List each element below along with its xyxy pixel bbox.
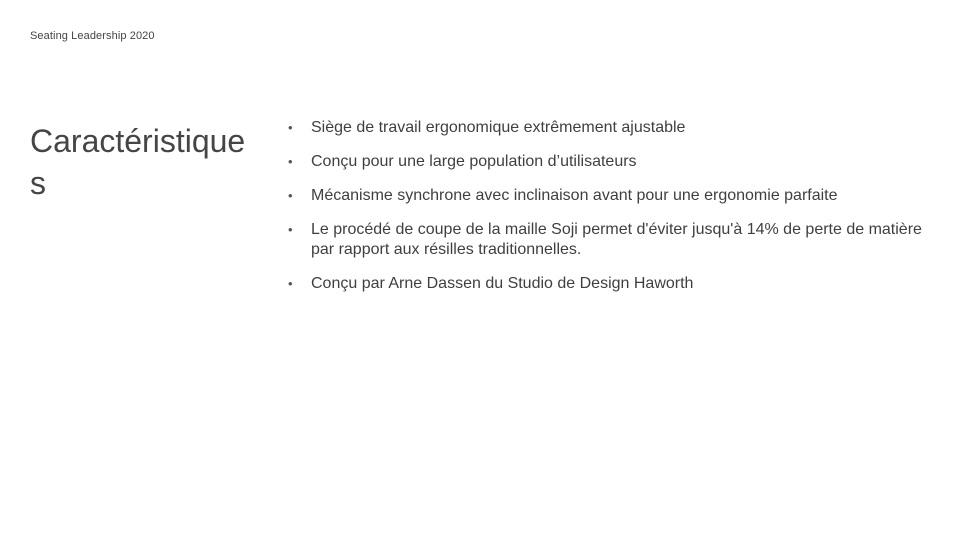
bullet-dot: • (288, 120, 293, 135)
bullet-item (284, 220, 924, 260)
bullet-item (284, 186, 924, 206)
bullet-item (284, 152, 924, 172)
bullet-text: Mécanisme synchrone avec inclinaison avant pour une ergonomie parfaite (311, 187, 838, 204)
bullet-text: Le procédé de coupe de la maille Soji permet d'éviter jusqu'à 14% de perte de matière par rapport aux résilles traditionnelles. (311, 221, 922, 258)
bullet-item (284, 118, 924, 138)
bullet-dot: • (288, 276, 293, 291)
bullet-text: Conçu par Arne Dassen du Studio de Design Haworth (311, 275, 694, 292)
bullet-dot: • (288, 222, 293, 237)
bullet-dot: • (288, 154, 293, 169)
bullet-item (284, 274, 924, 294)
bullet-text: Conçu pour une large population d’utilisateurs (311, 153, 637, 170)
bullet-text: Siège de travail ergonomique extrêmement ajustable (311, 119, 686, 136)
slide-title: Caractéristiques (30, 123, 246, 201)
bullet-list (284, 118, 924, 308)
header-label: Seating Leadership 2020 (30, 30, 155, 42)
bullet-dot: • (288, 188, 293, 203)
